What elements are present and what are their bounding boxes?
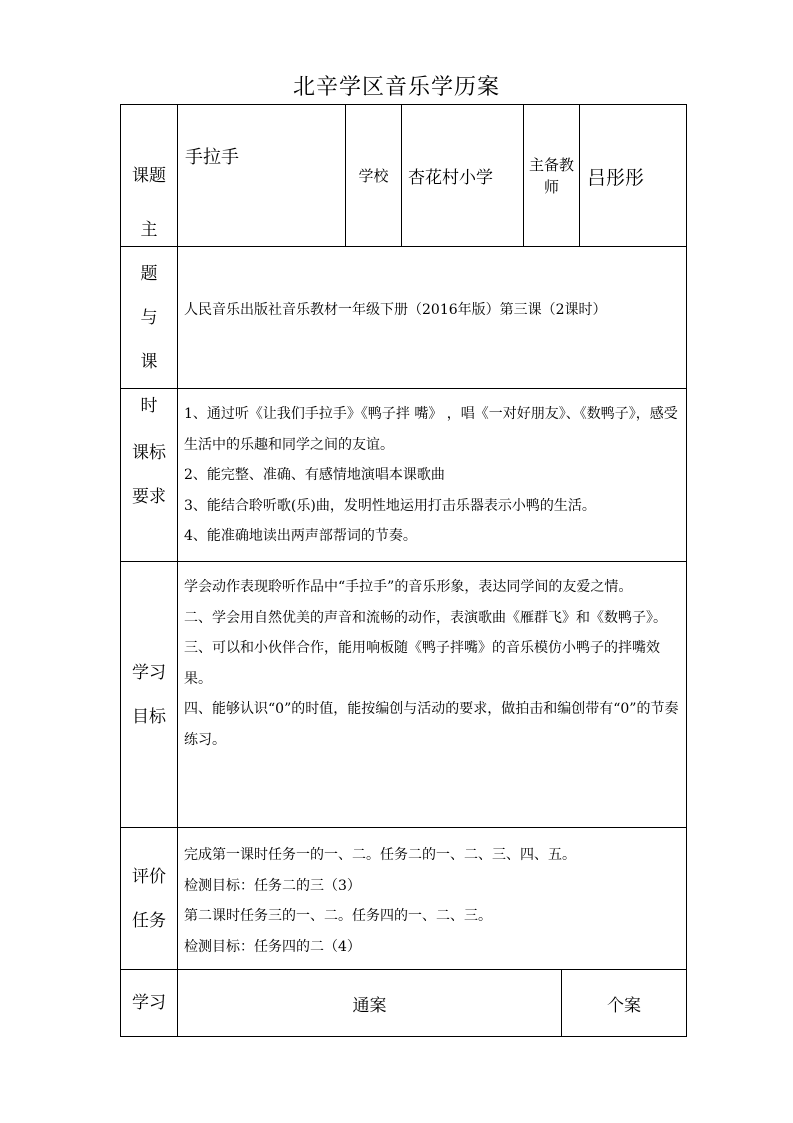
evaluation-content	[178, 828, 687, 970]
teacher-value: 吕彤彤	[580, 105, 687, 247]
label-teacher	[524, 105, 580, 247]
label-evaluation-text: 评价任务	[132, 866, 166, 931]
label-study: 学习	[121, 970, 178, 1037]
individual-plan-header: 个案	[562, 970, 687, 1037]
topic-value: 手拉手	[178, 105, 346, 247]
label-theme-hours	[121, 219, 178, 416]
label-learning-goals	[121, 562, 178, 828]
label-theme-hours-text: 主题与课时	[140, 219, 158, 416]
goal-line: 学会动作表现聆听作品中“手拉手”的音乐形象，表达同学间的友爱之情。	[184, 579, 633, 595]
label-curriculum-text: 课标要求	[132, 443, 166, 507]
label-school: 学校	[346, 105, 402, 247]
learning-goals-content	[178, 562, 687, 828]
label-evaluation	[121, 828, 178, 970]
goal-line: 二、学会用自然优美的声音和流畅的动作，表演歌曲《雁群飞》和《数鸭子》。	[184, 609, 667, 626]
label-learning-goals-text: 学习目标	[132, 662, 166, 727]
evaluation-line: 检测目标：任务二的三（3）	[184, 877, 361, 894]
lesson-plan-table	[120, 104, 687, 1037]
page-title: 北辛学区音乐学历案	[292, 75, 500, 100]
evaluation-line: 完成第一课时任务一的一、二。任务二的一、二、三、四、五。	[184, 847, 576, 863]
evaluation-line: 检测目标：任务四的二（4）	[184, 938, 361, 955]
school-value: 杏花村小学	[402, 105, 524, 247]
curriculum-content	[178, 389, 687, 562]
common-plan-header: 通案	[178, 970, 562, 1037]
evaluation-line: 第二课时任务三的一、二。任务四的一、二、三。	[184, 908, 492, 924]
label-teacher-text: 主备教师	[528, 155, 574, 196]
curriculum-line: 3、能结合聆听歌(乐)曲，发明性地运用打击乐器表示小鸭的生活。	[184, 497, 596, 514]
curriculum-line: 4、能准确地读出两声部帮词的节奏。	[184, 528, 417, 544]
theme-content: 人民音乐出版社音乐教材一年级下册（2016年版）第三课（2课时）	[178, 247, 687, 389]
label-topic: 课题	[121, 105, 178, 247]
curriculum-line: 2、能完整、准确、有感情地演唱本课歌曲	[184, 467, 445, 483]
goal-line: 三、可以和小伙伴合作，能用响板随《鸭子拌嘴》的音乐模仿小鸭子的拌嘴效果。	[184, 640, 660, 687]
label-curriculum	[121, 389, 178, 562]
curriculum-line: 1、通过听《让我们手拉手》《鸭子拌 嘴》 ，唱《一对好朋友》、《数鸭子》，感受生活中的乐趣和同学之间的友谊。	[184, 406, 678, 453]
goal-line: 四、能够认识“0”的时值，能按编创与活动的要求，做拍击和编创带有“0”的节奏练习。	[184, 701, 679, 748]
